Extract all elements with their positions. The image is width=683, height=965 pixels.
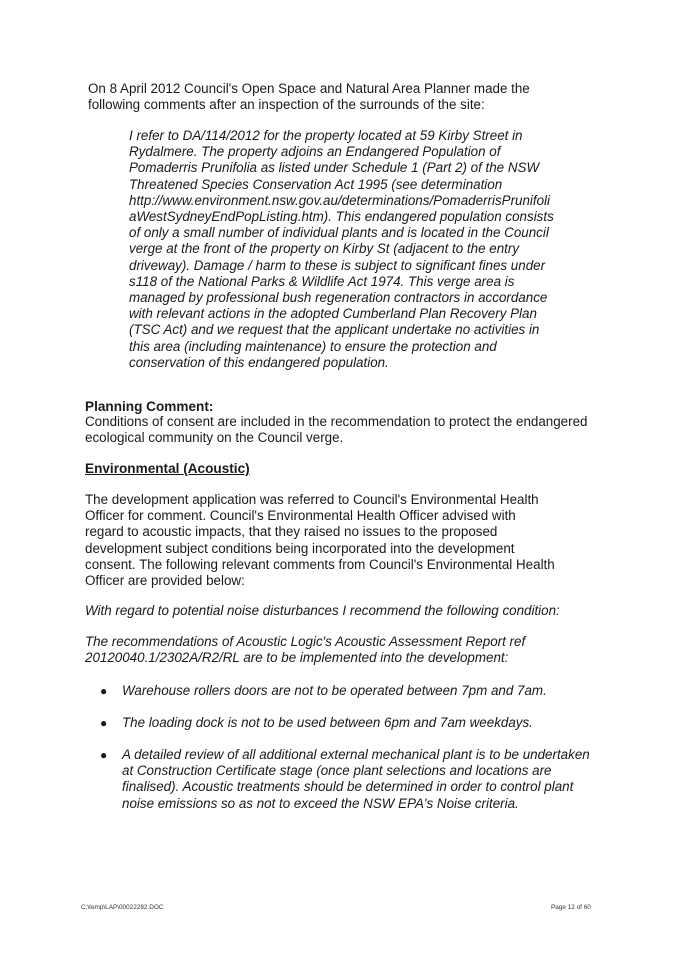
- noise-condition-text: With regard to potential noise disturbances I recommend the following condition:: [85, 603, 560, 618]
- quote-line: with relevant actions in the adopted Cumberland Plan Recovery Plan: [129, 306, 537, 322]
- quote-line: (TSC Act) and we request that the applicant undertake no activities in: [129, 322, 540, 338]
- environmental-acoustic-text: The development application was referred to Council's Environmental Health Officer for comment. Council's Environmental Health Officer advised with regard to acoustic impacts, that they raised no issues to the proposed development subject conditions being incorporated into the development consent. The following relevant comments from Council's Environmental Health Officer are provided below:: [85, 492, 555, 589]
- quote-line: verge at the front of the property on Kirby St (adjacent to the entry: [129, 241, 520, 257]
- planning-comment-heading: Planning Comment:: [85, 399, 214, 414]
- quote-line: driveway). Damage / harm to these is subject to significant fines under: [129, 257, 546, 273]
- quote-line: I refer to DA/114/2012 for the property located at 59 Kirby Street in: [129, 128, 523, 143]
- quote-line: http://www.environment.nsw.gov.au/determinations/PomaderrisPrunifoli: [129, 192, 551, 208]
- quote-line: of only a small number of individual plants and is located in the Council: [129, 225, 549, 241]
- environmental-acoustic-heading: Environmental (Acoustic): [85, 461, 250, 476]
- planning-comment-text: Conditions of consent are included in the recommendation to protect the endangered ecological community on the Council verge.: [85, 414, 588, 446]
- quote-line: this area (including maintenance) to ensure the protection and: [129, 338, 497, 354]
- footer-page-number: Page 12 of 60: [551, 904, 591, 911]
- bullet-icon: ●: [100, 684, 108, 698]
- bullet-icon: ●: [100, 716, 108, 730]
- intro-paragraph: On 8 April 2012 Council's Open Space and Natural Area Planner made the following comments after an inspection of the surrounds of the site:: [88, 81, 530, 113]
- recommendation-text: The recommendations of Acoustic Logic's Acoustic Assessment Report ref 20120040.1/2302A/R2/RL are to be implemented into the development:: [85, 634, 526, 666]
- footer-file-path: C:\temp\LAP\00022282.DOC: [81, 904, 164, 911]
- list-item-text: Warehouse rollers doors are not to be operated between 7pm and 7am.: [122, 683, 547, 698]
- list-item-text: A detailed review of all additional external mechanical plant is to be undertaken at Construction Certificate stage (once plant selections and locations are finalised). Acoustic treatments should be determined in order to control plant noise emissions so as not to exceed the NSW EPA's Noise criteria.: [122, 747, 590, 811]
- list-item-text: The loading dock is not to be used between 6pm and 7am weekdays.: [122, 715, 533, 730]
- quote-line: Threatened Species Conservation Act 1995 (see determination: [129, 176, 503, 192]
- quote-line: aWestSydneyEndPopListing.htm). This endangered population consists: [129, 209, 554, 225]
- quote-line: managed by professional bush regeneration contractors in accordance: [129, 290, 548, 306]
- quote-line: Rydalmere. The property adjoins an Endangered Population of: [129, 144, 501, 160]
- quote-line: conservation of this endangered population.: [129, 354, 389, 370]
- quote-line: s118 of the National Parks & Wildlife Act 1974. This verge area is: [129, 273, 515, 289]
- bullet-icon: ●: [100, 748, 108, 762]
- officer-quote: [129, 128, 569, 371]
- quote-line: Pomaderris Prunifolia as listed under Schedule 1 (Part 2) of the NSW: [129, 160, 540, 176]
